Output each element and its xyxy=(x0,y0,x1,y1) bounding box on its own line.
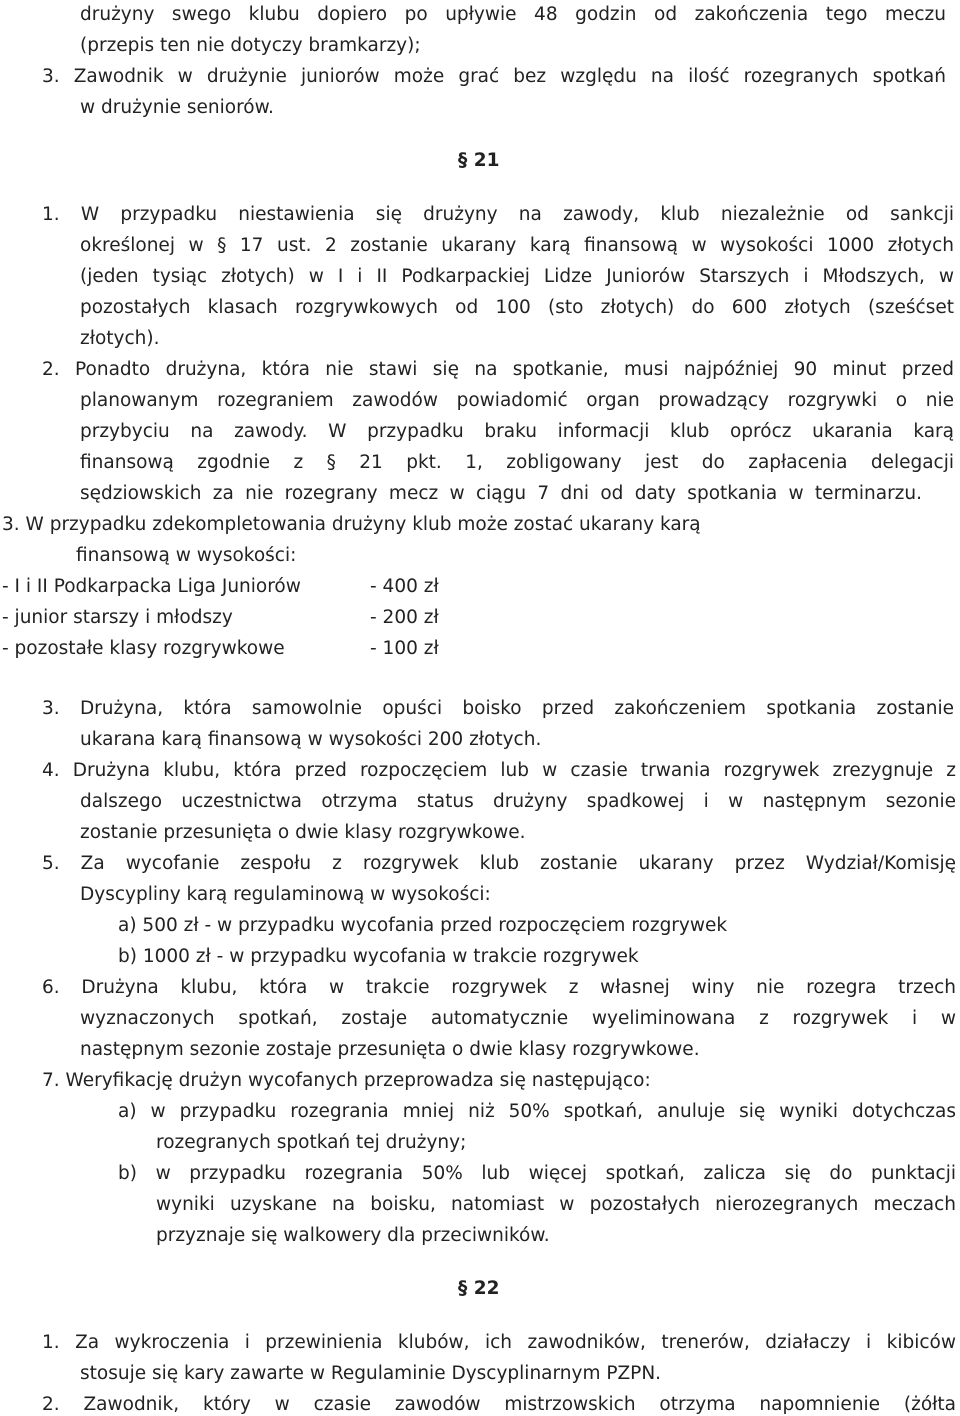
text-line: sędziowskich za nie rozegrany mecz w ciągu 7 dni od daty spotkania w terminarzu. xyxy=(80,483,922,504)
text-line: w drużynie seniorów. xyxy=(80,97,274,118)
text-line: stosuje się kary zawarte w Regulaminie Dyscyplinarnym PZPN. xyxy=(80,1363,662,1384)
text-line: zostanie przesunięta o dwie klasy rozgrywkowe. xyxy=(80,822,526,843)
text-line: 1. Za wykroczenia i przewinienia klubów, ich zawodników, trenerów, działaczy i kibiców xyxy=(42,1332,956,1353)
fine-amount: - 400 zł xyxy=(370,576,439,597)
text-line: b) w przypadku rozegrania 50% lub więcej spotkań, zalicza się do punktacji xyxy=(118,1163,956,1184)
text-line: finansową w wysokości: xyxy=(76,545,297,566)
text-line: 2. Ponadto drużyna, która nie stawi się na spotkanie, musi najpóźniej 90 minut przed xyxy=(42,359,954,380)
text-line: a) 500 zł - w przypadku wycofania przed rozpoczęciem rozgrywek xyxy=(118,915,728,936)
section-heading: § 21 xyxy=(458,150,500,171)
text-line: wyznaczonych spotkań, zostaje automatycznie wyeliminowana z rozgrywek i w xyxy=(80,1008,956,1029)
fine-category: - junior starszy i młodszy xyxy=(2,607,233,628)
text-line: rozegranych spotkań tej drużyny; xyxy=(156,1132,467,1153)
fine-amount: - 100 zł xyxy=(370,638,439,659)
text-line: (przepis ten nie dotyczy bramkarzy); xyxy=(80,35,421,56)
text-line: 5. Za wycofanie zespołu z rozgrywek klub zostanie ukarany przez Wydział/Komisję xyxy=(42,853,956,874)
text-line: pozostałych klasach rozgrywkowych od 100 (sto złotych) do 600 złotych (sześćset xyxy=(80,297,954,318)
text-line: Dyscypliny karą regulaminową w wysokości: xyxy=(80,884,491,905)
section-heading: § 22 xyxy=(458,1278,500,1299)
text-line: złotych). xyxy=(80,328,160,349)
text-line: 7. Weryfikację drużyn wycofanych przeprowadza się następująco: xyxy=(42,1070,651,1091)
text-line: a) w przypadku rozegrania mniej niż 50% spotkań, anuluje się wyniki dotychczas xyxy=(118,1101,956,1122)
text-line: b) 1000 zł - w przypadku wycofania w trakcie rozgrywek xyxy=(118,946,639,967)
fine-category: - I i II Podkarpacka Liga Juniorów xyxy=(2,576,301,597)
text-line: 3. W przypadku zdekompletowania drużyny klub może zostać ukarany karą xyxy=(2,514,701,535)
text-line: 3. Drużyna, która samowolnie opuści boisko przed zakończeniem spotkania zostanie xyxy=(42,698,954,719)
text-line: 6. Drużyna klubu, która w trakcie rozgrywek z własnej winy nie rozegra trzech xyxy=(42,977,956,998)
text-line: planowanym rozegraniem zawodów powiadomić organ prowadzący rozgrywki o nie xyxy=(80,390,954,411)
text-line: następnym sezonie zostaje przesunięta o dwie klasy rozgrywkowe. xyxy=(80,1039,700,1060)
text-line: 1. W przypadku niestawienia się drużyny na zawody, klub niezależnie od sankcji xyxy=(42,204,954,225)
text-line: określonej w § 17 ust. 2 zostanie ukarany karą finansową w wysokości 1000 złotych xyxy=(80,235,954,256)
text-line: finansową zgodnie z § 21 pkt. 1, zobligowany jest do zapłacenia delegacji xyxy=(80,452,954,473)
text-line: 3. Zawodnik w drużynie juniorów może grać bez względu na ilość rozegranych spotkań xyxy=(42,66,946,87)
fine-category: - pozostałe klasy rozgrywkowe xyxy=(2,638,285,659)
text-line: 2. Zawodnik, który w czasie zawodów mistrzowskich otrzyma napomnienie (żółta xyxy=(42,1394,956,1415)
text-line: dalszego uczestnictwa otrzyma status drużyny spadkowej i w następnym sezonie xyxy=(80,791,956,812)
text-line: przyznaje się walkowery dla przeciwników. xyxy=(156,1225,550,1246)
fine-amount: - 200 zł xyxy=(370,607,439,628)
text-line: ukarana karą finansową w wysokości 200 złotych. xyxy=(80,729,542,750)
text-line: drużyny swego klubu dopiero po upływie 48 godzin od zakończenia tego meczu xyxy=(80,4,946,25)
text-line: przybyciu na zawody. W przypadku braku informacji klub oprócz ukarania karą xyxy=(80,421,954,442)
text-line: (jeden tysiąc złotych) w I i II Podkarpackiej Lidze Juniorów Starszych i Młodszych, w xyxy=(80,266,954,287)
text-line: wyniki uzyskane na boisku, natomiast w pozostałych nierozegranych meczach xyxy=(156,1194,956,1215)
text-line: 4. Drużyna klubu, która przed rozpoczęciem lub w czasie trwania rozgrywek zrezygnuje z xyxy=(42,760,956,781)
